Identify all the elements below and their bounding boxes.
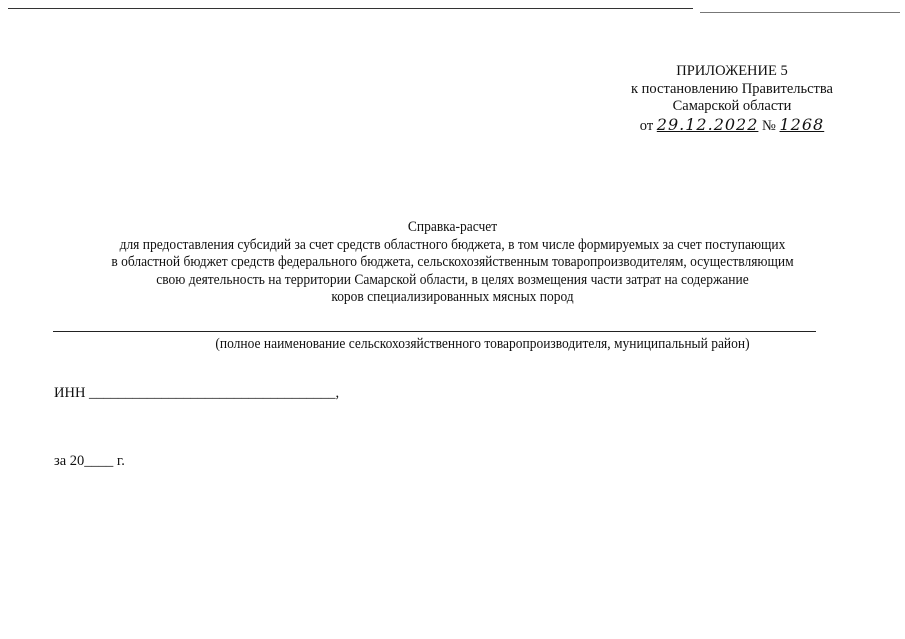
appendix-line: Самарской области: [672, 98, 792, 114]
appendix-date-line: [631, 116, 833, 136]
year-blank: ____: [84, 453, 114, 469]
appendix-header: [631, 63, 833, 135]
title-line: коров специализированных мясных пород: [331, 289, 574, 305]
year-suffix: г.: [113, 453, 125, 469]
inn-label: ИНН: [54, 385, 86, 401]
scan-edge-line: [700, 12, 900, 13]
producer-caption: (полное наименование сельскохозяйственного товаропроизводителя, муниципальный район): [215, 336, 750, 352]
title-line: в областной бюджет средств федерального бюджета, сельскохозяйственным товаропроизводителям, осуществляющим: [111, 254, 794, 270]
appendix-heading: ПРИЛОЖЕНИЕ 5: [676, 63, 788, 79]
appendix-line: к постановлению Правительства: [631, 80, 833, 97]
document-title: [32, 219, 874, 307]
title-line: свою деятельность на территории Самарской области, в целях возмещения части затрат на содержание: [156, 271, 749, 288]
handwritten-number: 1268: [779, 114, 825, 134]
date-prefix: от: [639, 117, 654, 134]
year-field: [54, 453, 125, 470]
year-prefix: за 20: [54, 453, 85, 469]
number-prefix: №: [762, 117, 776, 134]
inn-field: [54, 385, 339, 402]
producer-name-blank: [53, 331, 816, 332]
title-line: для предоставления субсидий за счет средств областного бюджета, в том числе формируемых за счет поступающих: [119, 236, 786, 253]
handwritten-date: 29.12.2022: [656, 114, 759, 134]
scan-edge-line: [8, 8, 693, 9]
inn-blank: __________________________________,: [89, 385, 340, 401]
title-heading: Справка-расчет: [407, 219, 498, 235]
